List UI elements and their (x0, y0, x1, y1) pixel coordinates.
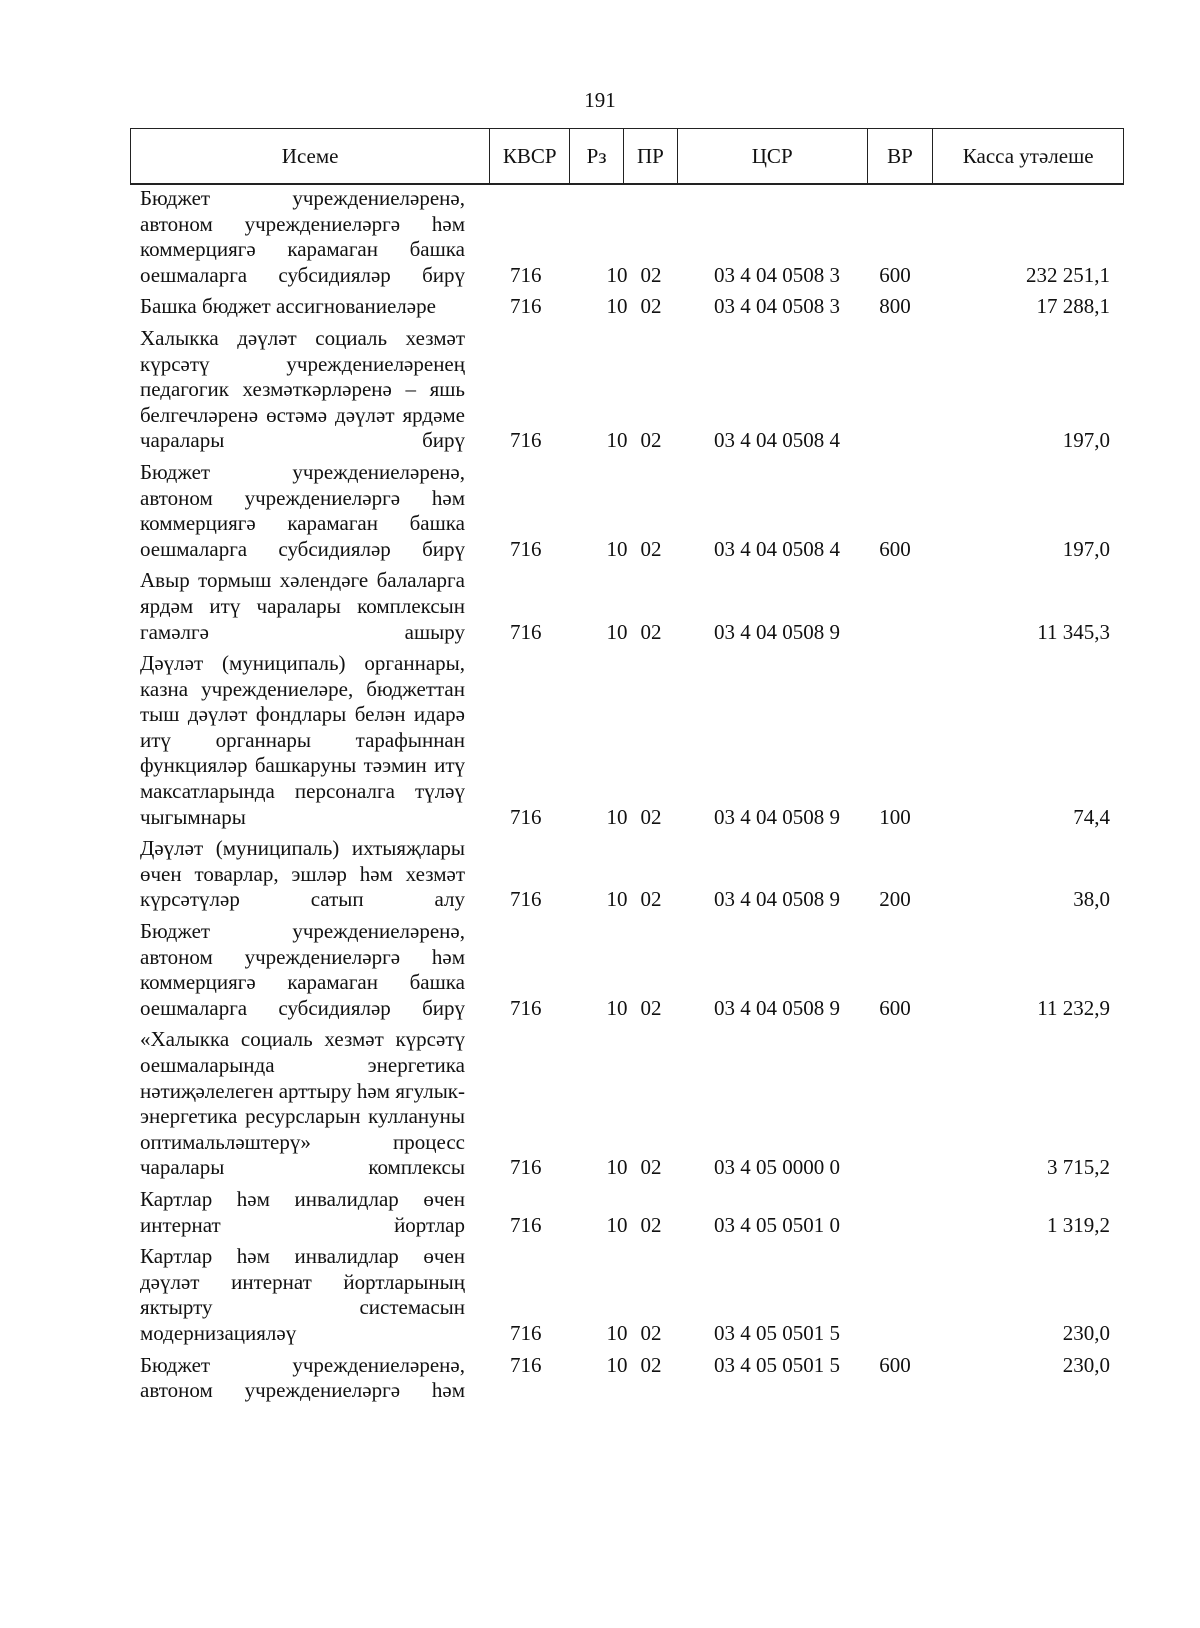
row-kvsr: 716 (510, 887, 542, 912)
table-row (130, 568, 1124, 645)
row-sum: 1 319,2 (1047, 1212, 1110, 1237)
row-vr: 600 (879, 1352, 911, 1377)
row-kvsr: 716 (510, 294, 542, 319)
header-pr: ПР (624, 129, 678, 183)
row-tssr: 03 4 05 0501 0 (714, 1212, 840, 1237)
row-name: Бюджет учреждениеләренә, автоном учреждениеләргә һәм коммерциягә карамаган башка оешмаларга субсидияләр бирү (140, 186, 465, 287)
row-vr: 600 (879, 995, 911, 1020)
row-kvsr: 716 (510, 995, 542, 1020)
row-sum: 17 288,1 (1036, 294, 1110, 319)
row-pr: 02 (640, 294, 662, 319)
row-name: Бюджет учреждениеләренә, автоном учреждениеләргә һәм (140, 1352, 465, 1403)
row-kvsr: 716 (510, 804, 542, 829)
row-rz: 10 (606, 995, 628, 1020)
row-rz: 10 (606, 536, 628, 561)
row-name: Дәүләт (муниципаль) ихтыяҗлары өчен товарлар, эшләр һәм хезмәт күрсәтүләр сатып алу (140, 836, 465, 912)
row-name: Картлар һәм инвалидлар өчен дәүләт интернат йортларының яктырту системасын модернизацияләү (140, 1244, 465, 1345)
row-tssr: 03 4 04 0508 9 (714, 619, 840, 644)
row-name: Картлар һәм инвалидлар өчен интернат йортлар (140, 1186, 465, 1237)
row-name: Дәүләт (муниципаль) органнары, казна учреждениеләре, бюджеттан тыш дәүләт фондлары белән идарә итү органнары тарафыннан функцияләр башкаруны тәэмин итү максатларында персоналга түләү чыгымнары (140, 651, 465, 829)
row-pr: 02 (640, 1155, 662, 1180)
row-rz: 10 (606, 1320, 628, 1345)
row-rz: 10 (606, 262, 628, 287)
header-vr: ВР (868, 129, 934, 183)
row-rz: 10 (606, 804, 628, 829)
table-row (130, 294, 1124, 320)
row-tssr: 03 4 04 0508 9 (714, 995, 840, 1020)
row-kvsr: 716 (510, 1352, 542, 1377)
row-pr: 02 (640, 804, 662, 829)
table-row (130, 186, 1124, 288)
header-tssr: ЦСР (678, 129, 868, 183)
row-tssr: 03 4 04 0508 4 (714, 428, 840, 453)
row-name: Башка бюджет ассигнованиеләре (140, 294, 436, 319)
table-row (130, 836, 1124, 913)
row-vr: 600 (879, 536, 911, 561)
table-row (130, 1353, 1124, 1404)
row-rz: 10 (606, 1155, 628, 1180)
row-sum: 74,4 (1073, 804, 1110, 829)
table-row (130, 460, 1124, 562)
row-pr: 02 (640, 536, 662, 561)
row-kvsr: 716 (510, 1212, 542, 1237)
table-row (130, 1244, 1124, 1346)
header-sum: Касса утәлеше (962, 144, 1094, 168)
row-rz: 10 (606, 887, 628, 912)
row-rz: 10 (606, 619, 628, 644)
row-name: Бюджет учреждениеләренә, автоном учреждениеләргә һәм коммерциягә карамаган башка оешмаларга субсидияләр бирү (140, 919, 465, 1020)
row-vr: 100 (879, 804, 911, 829)
row-vr: 600 (879, 262, 911, 287)
table-row (130, 326, 1124, 454)
row-sum: 197,0 (1062, 428, 1110, 453)
row-sum: 197,0 (1062, 536, 1110, 561)
row-tssr: 03 4 04 0508 9 (714, 887, 840, 912)
row-kvsr: 716 (510, 428, 542, 453)
row-tssr: 03 4 04 0508 3 (714, 262, 840, 287)
table-body (130, 186, 1124, 1404)
row-tssr: 03 4 04 0508 3 (714, 294, 840, 319)
table-row (130, 1187, 1124, 1238)
row-vr: 200 (879, 887, 911, 912)
row-kvsr: 716 (510, 619, 542, 644)
table-row (130, 651, 1124, 830)
row-kvsr: 716 (510, 1155, 542, 1180)
table-row (130, 919, 1124, 1021)
row-sum: 11 345,3 (1037, 619, 1110, 644)
page-number: 191 (584, 88, 616, 112)
row-sum: 230,0 (1062, 1320, 1110, 1345)
row-vr: 800 (879, 294, 911, 319)
row-kvsr: 716 (510, 262, 542, 287)
row-pr: 02 (640, 1320, 662, 1345)
row-sum: 11 232,9 (1037, 995, 1110, 1020)
row-kvsr: 716 (510, 1320, 542, 1345)
row-kvsr: 716 (510, 536, 542, 561)
header-name: Исеме (131, 129, 490, 183)
row-pr: 02 (640, 1352, 662, 1377)
row-pr: 02 (640, 995, 662, 1020)
table-row (130, 1027, 1124, 1181)
row-pr: 02 (640, 619, 662, 644)
row-name: Халыкка дәүләт социаль хезмәт күрсәтү учреждениеләренең педагогик хезмәткәрләренә – яшь белгечләренә өстәмә дәүләт ярдәме чаралары бирү (140, 325, 465, 453)
row-pr: 02 (640, 1212, 662, 1237)
row-tssr: 03 4 05 0501 5 (714, 1352, 840, 1377)
header-kvsr: КВСР (490, 129, 570, 183)
row-sum: 3 715,2 (1047, 1155, 1110, 1180)
row-rz: 10 (606, 1352, 628, 1377)
row-rz: 10 (606, 294, 628, 319)
header-rz: Рз (570, 129, 624, 183)
row-tssr: 03 4 05 0000 0 (714, 1155, 840, 1180)
row-sum: 38,0 (1073, 887, 1110, 912)
row-pr: 02 (640, 887, 662, 912)
row-sum: 232 251,1 (1026, 262, 1110, 287)
row-tssr: 03 4 05 0501 5 (714, 1320, 840, 1345)
row-name: «Халыкка социаль хезмәт күрсәтү оешмаларында энергетика нәтиҗәлелеген арттыру һәм ягулык-энергетика ресурсларын куллануны оптимальләштерү» процесс чаралары комплексы (140, 1027, 465, 1180)
row-sum: 230,0 (1062, 1352, 1110, 1377)
row-name: Авыр тормыш хәлендәге балаларга ярдәм итү чаралары комплексын гамәлгә ашыру (140, 568, 465, 644)
row-pr: 02 (640, 428, 662, 453)
table-header (130, 128, 1124, 185)
row-tssr: 03 4 04 0508 4 (714, 536, 840, 561)
row-rz: 10 (606, 1212, 628, 1237)
row-name: Бюджет учреждениеләренә, автоном учреждениеләргә һәм коммерциягә карамаган башка оешмаларга субсидияләр бирү (140, 459, 465, 561)
row-tssr: 03 4 04 0508 9 (714, 804, 840, 829)
row-pr: 02 (640, 262, 662, 287)
row-rz: 10 (606, 428, 628, 453)
